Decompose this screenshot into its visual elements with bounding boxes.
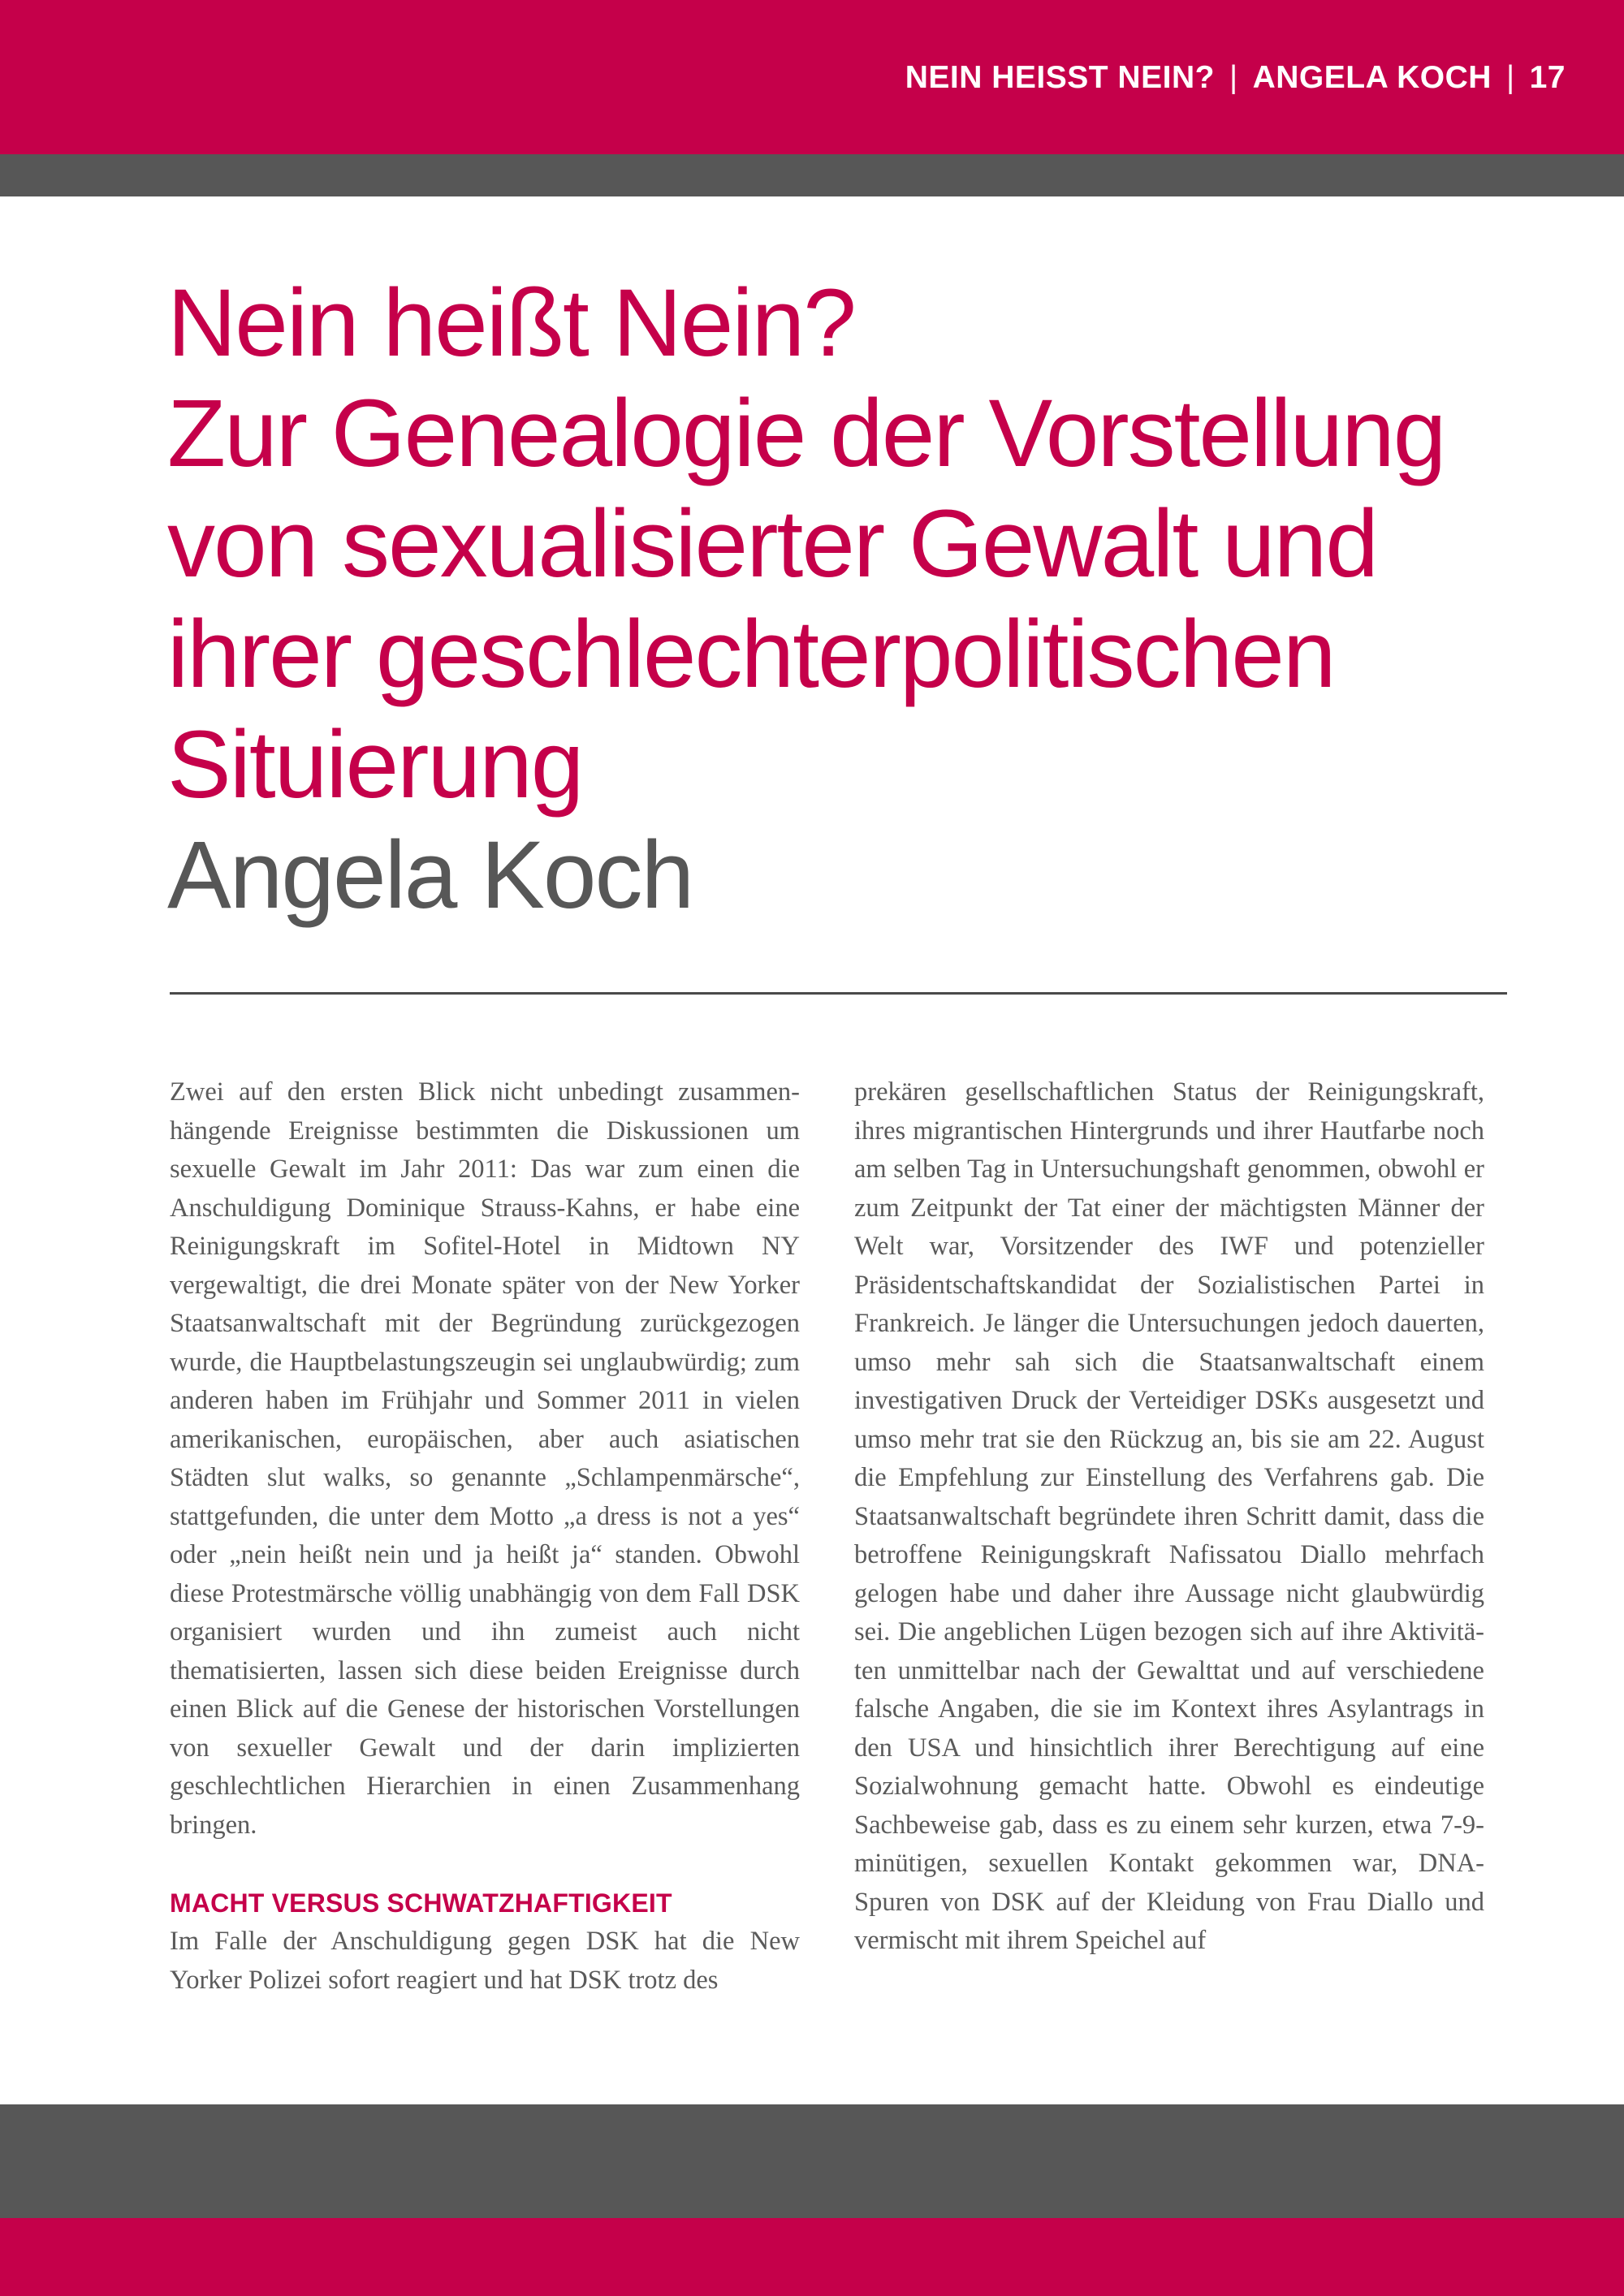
article-title-line: Situierung	[167, 711, 583, 818]
running-header	[905, 58, 1566, 97]
body-paragraph: Zwei auf den ersten Blick nicht unbedingt zusammenhängende Ereignisse bestimmten die Diskussionen um sexuelle Gewalt im Jahr 2011: Das war zum einen die Anschuldigung Dominique Strauss-Kahns, er habe eine Reinigungskraft im Sofitel-Hotel in Midtown NY vergewaltigt, die drei Monate später von der New Yorker Staatsanwaltschaft mit der Begründung zurückgezogen wurde, die Hauptbelastungszeugin sei unglaubwürdig; zum anderen haben im Frühjahr und Sommer 2011 in vielen amerikanischen, europäischen, aber auch asiatischen Städten slut walks, so genannte „Schlampenmärsche“, stattgefunden, die unter dem Motto „a dress is not a yes“ oder „nein heißt nein und ja heißt ja“ standen. Obwohl diese Protestmärsche völlig unabhängig von dem Fall DSK organisiert wurden und ihn zumeist auch nicht thematisierten, lassen sich diese beiden Ereignisse durch einen Blick auf die Genese der historischen Vorstellungen von sexueller Gewalt und der darin implizierten geschlechtlichen Hierarchien in einen Zusammenhang bringen.	[170, 1077, 800, 1840]
article-title-block	[167, 268, 1548, 930]
article-title-line: von sexualisierter Gewalt und	[167, 490, 1377, 598]
header-gray-stripe	[0, 154, 1624, 196]
article-title-line: Zur Genealogie der Vorstellung	[167, 380, 1445, 487]
body-column-right	[854, 1073, 1484, 1961]
body-paragraph: prekären gesellschaftlichen Status der Reinigungskraft, ihres migrantischen Hintergrunds und ihrer Hautfarbe noch am selben Tag in Untersuchungshaft genommen, obwohl er zum Zeitpunkt der Tat einer der mächtigsten Männer der Welt war, Vorsitzender des IWF und potenzieller Präsidentschaftskandidat der Sozialistischen Partei in Frankreich. Je länger die Untersuchungen jedoch dauerten, umso mehr sah sich die Staatsanwaltschaft einem investigativen Druck der Verteidiger DSKs ausgesetzt und umso mehr trat sie den Rückzug an, bis sie am 22. August die Empfehlung zur Einstellung des Verfahrens gab. Die Staatsanwaltschaft begründete ihren Schritt damit, dass die betroffene Reinigungskraft Nafissatou Diallo mehrfach gelogen habe und daher ihre Aussage nicht glaubwürdig sei. Die angeblichen Lügen bezogen sich auf ihre Aktivitäten unmittelbar nach der Gewalttat und auf verschiedene falsche Angaben, die sie im Kontext ihres Asylantrags in den USA und hinsichtlich ihrer Berechtigung auf eine Sozialwohnung gemacht hatte. Obwohl es eindeutige Sachbeweise gab, dass es zu einem sehr kurzen, etwa 7-9-minütigen, sexuellen Kontakt gekommen war, DNA-Spuren von DSK auf der Kleidung von Frau Diallo und vermischt mit ihrem Speichel auf	[854, 1077, 1484, 1955]
title-divider	[170, 992, 1507, 995]
page-number: 17	[1529, 60, 1566, 95]
article-title-line: ihrer geschlechterpolitischen	[167, 601, 1335, 708]
running-header-title: NEIN HEISST NEIN?	[905, 60, 1215, 95]
running-header-separator: |	[1229, 60, 1238, 95]
running-header-separator: |	[1505, 60, 1515, 95]
article-title-line: Nein heißt Nein?	[167, 270, 855, 377]
section-heading: MACHT VERSUS SCHWATZHAFTIGKEIT	[170, 1888, 672, 1918]
article-author: Angela Koch	[167, 822, 693, 929]
body-column-left	[170, 1073, 800, 2000]
footer-band	[0, 2218, 1624, 2296]
body-paragraph: Im Falle der Anschuldigung gegen DSK hat die New Yorker Polizei sofort reagiert und hat DSK trotz des	[170, 1927, 800, 1995]
running-header-author: ANGELA KOCH	[1252, 60, 1492, 95]
footer-gray-band	[0, 2104, 1624, 2218]
